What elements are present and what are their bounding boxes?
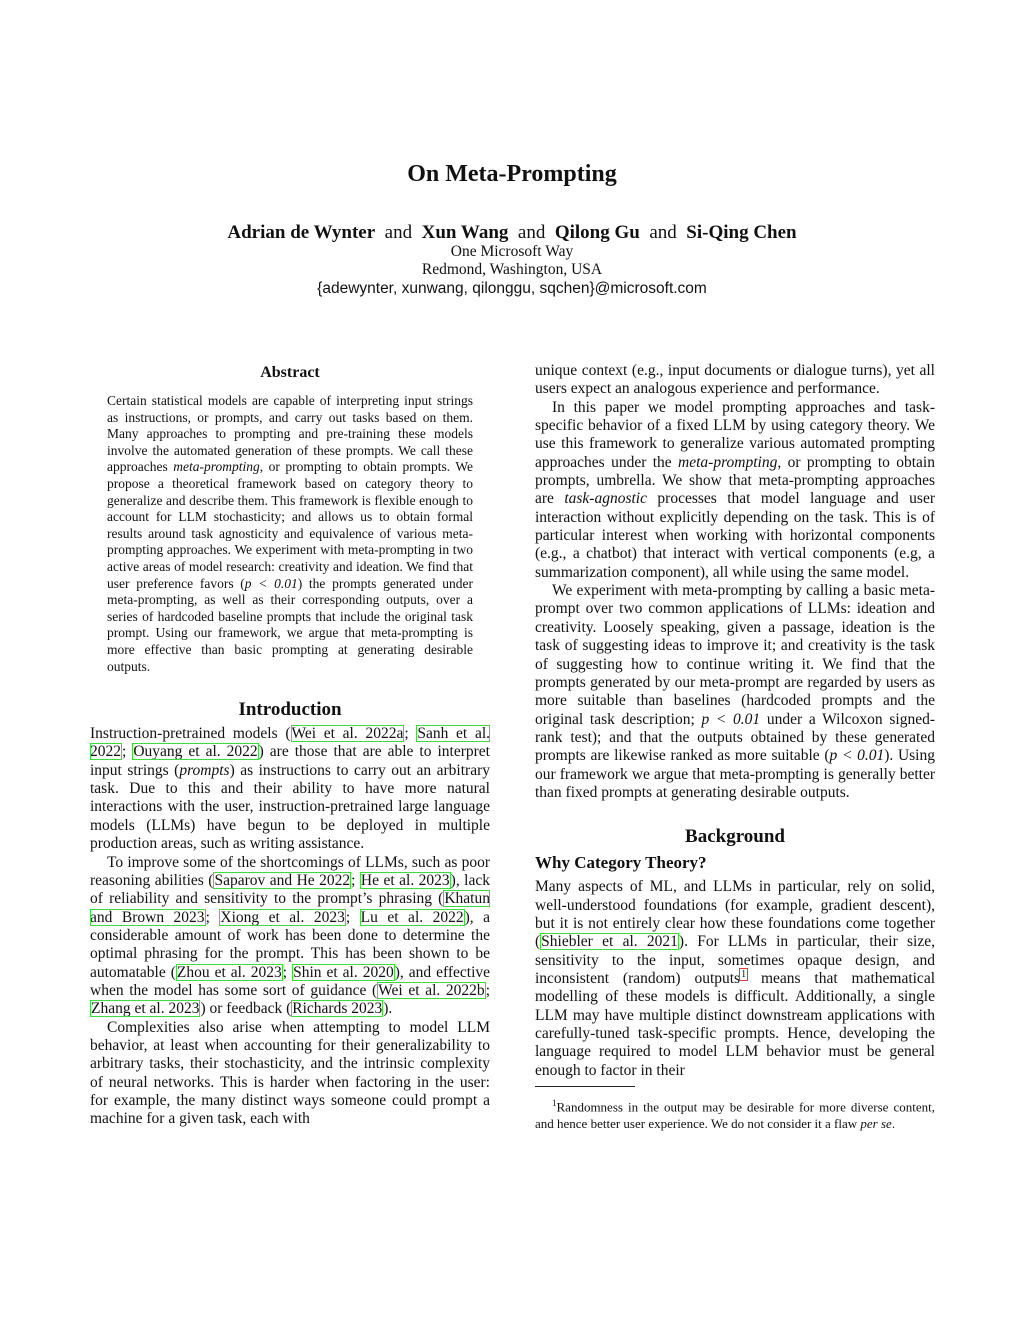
- author-name: Qilong Gu: [554, 222, 640, 243]
- paragraph-text: means that mathematical modelling of these models is difficult. Additionally, a single LLM may have multiple distinct downstream applications with carefully-tuned task-specific prompts. Hence, developing the language required to model LLM behavior must be general enough to factor in their: [535, 969, 935, 1079]
- citation-link[interactable]: Sanh et al. 2022: [90, 725, 491, 761]
- citation-link[interactable]: Zhou et al. 2023: [176, 963, 282, 981]
- background-paragraph-1: [535, 878, 935, 1080]
- author-joiner: and: [384, 222, 413, 243]
- paragraph-text: Many aspects of ML, and LLMs in particular, rely on solid, well-understood foundations (for example, gradient descent), but it is not entirely clear how these foundations come together (: [535, 878, 935, 951]
- abstract-math: p < 0.01: [244, 575, 298, 591]
- paragraph-emphasis: meta-prompting: [678, 453, 778, 471]
- paragraph-text: under a Wilcoxon signed-rank test); and that the outputs obtained by these generated prompts are likewise ranked as more suitable (: [535, 710, 935, 765]
- footnote: [535, 1095, 935, 1132]
- citation-link[interactable]: Richards 2023: [292, 1000, 383, 1018]
- footnote-emphasis: per se: [860, 1115, 892, 1131]
- citation-link[interactable]: Xiong et al. 2023: [220, 908, 345, 926]
- citation-link[interactable]: Wei et al. 2022b: [378, 981, 485, 999]
- paragraph-text: ) or feedback (: [200, 1000, 292, 1018]
- paragraph-text: ) are those that are able to interpret input strings (: [90, 743, 490, 779]
- paragraph-text: ) as instructions to carry out an arbitrary task. Due to this and their ability to have more natural interactions with the user, instruction-pretrained large language models (LLMs) have begun to be deployed in multiple production areas, such as writing assistance.: [90, 761, 490, 853]
- citation-separator: ;: [205, 908, 220, 926]
- abstract-body: [107, 393, 473, 675]
- intro-paragraph-3-continued: unique context (e.g., input documents or dialogue turns), yet all users expect an analogous experience and performance.: [535, 362, 935, 398]
- citation-link[interactable]: Ouyang et al. 2022: [133, 743, 258, 761]
- citation-link[interactable]: Wei et al. 2022a: [291, 725, 404, 743]
- author-joiner: and: [517, 222, 546, 243]
- paragraph-text: We experiment with meta-prompting by calling a basic meta-prompt over two common applications of LLMs: ideation and creativity. Loosely speaking, given a passage, ideation is the task of suggesting ideas to improve it; and creativity is the task of suggesting how to continue writing it. We find that the prompts generated by our meta-prompt are regarded by users as more suitable than baselines (hardcoded prompts and the original task description;: [535, 582, 935, 728]
- paragraph-text: In this paper we model prompting approaches and task-specific behavior of a fixed LLM by using category theory. We use this framework to generalize various automated prompting approaches under the: [535, 398, 935, 471]
- paragraph-text: To improve some of the shortcomings of LLMs, such as poor reasoning abilities (: [90, 853, 490, 889]
- intro-paragraph-4: [535, 399, 935, 582]
- abstract-text: ) the prompts generated under meta-prompting, as well as their corresponding outputs, over a series of hardcoded baseline prompts that include the original task prompt. Using our framework, we argue that meta-prompting is more effective than basic prompting at generating desirable outputs.: [107, 575, 473, 674]
- section-heading-background: Background: [685, 826, 785, 848]
- inline-math: p < 0.01: [829, 747, 885, 765]
- paragraph-text: ), lack of reliability and sensitivity to the prompt’s phrasing (: [90, 871, 490, 908]
- intro-paragraph-1: [90, 725, 490, 853]
- citation-link[interactable]: Shin et al. 2020: [293, 963, 394, 981]
- author-joiner: and: [649, 222, 677, 243]
- footnote-reference-link[interactable]: 1: [741, 968, 747, 980]
- paragraph-text: ).: [383, 1000, 393, 1018]
- citation-separator: ;: [404, 725, 417, 743]
- abstract-emphasis: meta-prompting: [173, 459, 260, 475]
- author-emails: {adewynter, xunwang, qilonggu, sqchen}@microsoft.com: [317, 280, 707, 297]
- citation-link[interactable]: Khatun and Brown 2023: [90, 890, 490, 926]
- abstract-heading: Abstract: [260, 364, 320, 381]
- right-column: [535, 362, 935, 1132]
- author-name: Adrian de Wynter: [227, 222, 376, 243]
- paragraph-text: ), a considerable amount of work has been done to determine the optimal phrasing for the prompt. This has been shown to be automatable (: [90, 908, 491, 981]
- author-name: Si-Qing Chen: [686, 222, 797, 243]
- citation-separator: ;: [485, 981, 490, 999]
- section-heading-introduction: Introduction: [238, 699, 342, 721]
- citation-link[interactable]: Saparov and He 2022: [214, 871, 351, 889]
- paragraph-text: ). Using our framework we argue that meta-prompting is generally better than fixed prompts at generating desirable outputs.: [535, 747, 935, 801]
- intro-paragraph-2: [90, 854, 490, 1019]
- citation-separator: ;: [122, 743, 133, 761]
- footnote-number: 1: [552, 1098, 557, 1109]
- author-name: Xun Wang: [421, 222, 509, 243]
- citation-link[interactable]: He et al. 2023: [360, 871, 450, 889]
- citation-link[interactable]: Zhang et al. 2023: [91, 1000, 200, 1018]
- paragraph-emphasis: task-agnostic: [564, 490, 647, 508]
- citation-separator: ;: [282, 963, 293, 981]
- paragraph-text: processes that model language and user interaction without explicitly depending on the task. This is of particular interest when working with horizontal components (e.g., a chatbot) that interact with vertical components (e.g, a summarization component), all while using the same model.: [535, 490, 936, 581]
- intro-paragraph-5: [535, 582, 935, 802]
- page-title: On Meta-Prompting: [407, 161, 617, 187]
- affiliation-line: One Microsoft Way: [450, 243, 574, 260]
- footnote-text: Randomness in the output may be desirable for more diverse content, and hence better user experience. We do not consider it a flaw: [535, 1099, 935, 1131]
- paragraph-text: ). For LLMs in particular, their size, sensitivity to the input, sometimes opaque design, and inconsistent (random) outputs: [535, 933, 935, 987]
- paragraph-text: ), and effective when the model has some sort of guidance (: [90, 963, 491, 999]
- paragraph-emphasis: prompts: [179, 761, 230, 779]
- paragraph-text: Instruction-pretrained models (: [90, 725, 291, 743]
- inline-math: p < 0.01: [701, 710, 761, 728]
- affiliation-line: Redmond, Washington, USA: [421, 261, 603, 278]
- abstract-text: Certain statistical models are capable of interpreting input strings as instructions, or prompts, and carry out tasks based on them. Many approaches to prompting and pre-training these models involve the automated generation of these prompts. We call these approaches: [107, 393, 473, 475]
- citation-separator: ;: [351, 871, 360, 889]
- footnote-text: .: [891, 1115, 896, 1131]
- abstract-text: , or prompting to obtain prompts. We propose a theoretical framework based on category theory to generalize and describe them. This framework is flexible enough to account for LLM stochasticity; and allows us to obtain formal results around task agnosticity and equivalence of various meta-prompting approaches. We experiment with meta-prompting in two active areas of model research: creativity and ideation. We find that user preference favors (: [107, 459, 474, 591]
- subsection-heading-why-category-theory: Why Category Theory?: [535, 853, 707, 873]
- intro-paragraph-3: Complexities also arise when attempting to model LLM behavior, at least when accounting for their generalizability to arbitrary tasks, their stochasticity, and the intrinsic complexity of neural networks. This is harder when factoring in the user: for example, the many distinct ways someone could prompt a machine for a given task, each with: [90, 1018, 490, 1128]
- citation-separator: ;: [345, 908, 360, 926]
- left-column: [90, 362, 490, 1129]
- paragraph-text: , or prompting to obtain prompts, umbrella. We show that meta-prompting approaches are: [535, 453, 935, 508]
- citation-link[interactable]: Shiebler et al. 2021: [541, 933, 678, 951]
- footnote-divider: [535, 1086, 635, 1087]
- citation-link[interactable]: Lu et al. 2022: [360, 908, 464, 926]
